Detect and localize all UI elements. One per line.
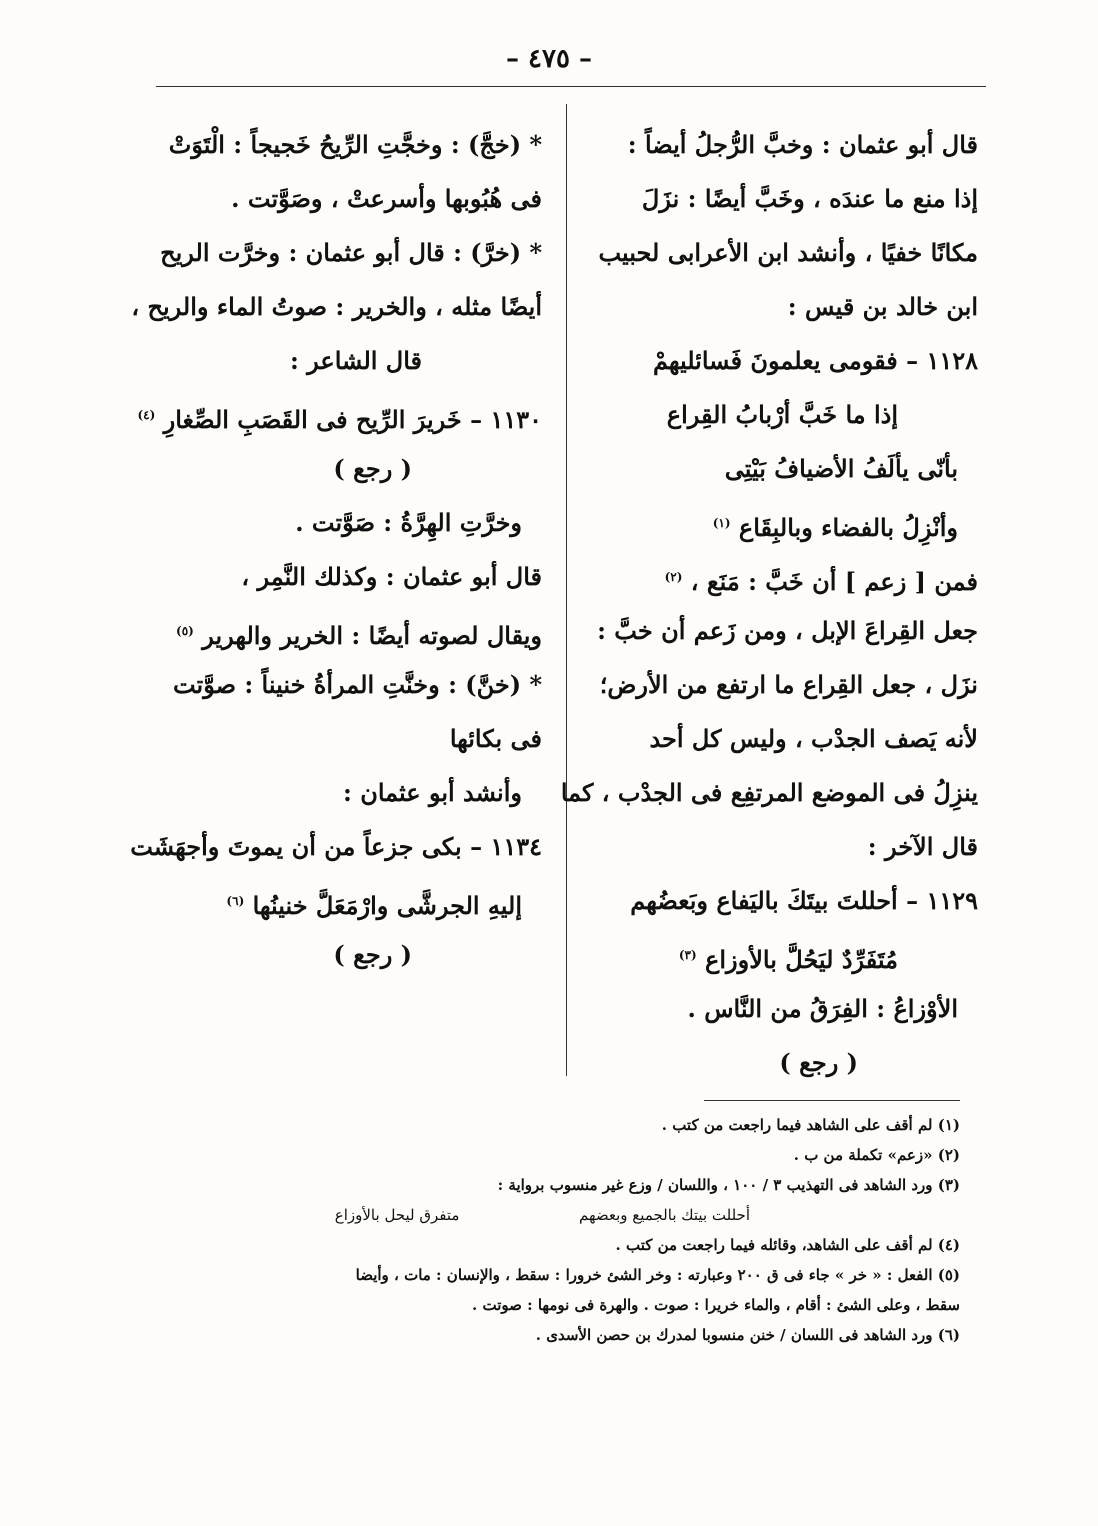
footnote: (٦) ورد الشاهد فى اللسان / خنن منسوبا لمدرك بن حصن الأسدى . <box>535 1326 960 1344</box>
text-line: قال أبو عثمان : وكذلك النَّمِر ، <box>241 562 542 591</box>
left-column <box>130 118 542 982</box>
verse-hemistich: أحللت بيتك بالجميع وبعضهم <box>578 1206 750 1224</box>
text-line <box>150 604 542 658</box>
verse-text: مُتَفَرِّدٌ ليَحُلَّ بالأوزاع <box>705 945 898 974</box>
header-rule <box>156 86 986 87</box>
text-line: فى بكائها <box>449 724 542 753</box>
text-line: إذا منع ما عندَه ، وخَبَّ أيضًا : نزَلَ <box>641 184 978 213</box>
verse-line <box>137 388 542 442</box>
text-line: نزَل ، جعل القِراع ما ارتفع من الأرض؛ <box>599 670 978 699</box>
right-column <box>560 118 978 1090</box>
text-line: * (خجَّ) : وخجَّتِ الرِّيحُ خَجيجاً : الْتَوَتْ <box>168 130 542 159</box>
footnote-ref: (٣) <box>678 948 697 962</box>
verse-line <box>592 928 978 982</box>
text-line: ينزِلُ فى الموضع المرتفِع فى الجدْب ، كما <box>560 778 978 807</box>
verse-hemistich: متفرق ليحل بالأوزاع <box>334 1206 460 1224</box>
column-divider <box>566 104 567 1076</box>
verse-line <box>150 874 542 928</box>
verse-line <box>592 496 978 550</box>
text-line: الأوْزاعُ : الفِرَقُ من النَّاس . <box>687 994 958 1023</box>
text-line: مكانًا خفيًا ، وأنشد ابن الأعرابى لحبيب <box>598 238 978 267</box>
text-line: وخرَّتِ الهِرَّةُ : صَوَّتت . <box>295 508 522 537</box>
footnote-verse <box>140 1200 960 1230</box>
raja-marker: ( رجع ) <box>333 454 412 483</box>
text-line: أيضًا مثله ، والخرير : صوتُ الماء والريح ، <box>131 292 542 321</box>
text-line: ابن خالد بن قيس : <box>787 292 978 321</box>
page-number: – ٤٧٥ – <box>505 44 593 74</box>
text-line: قال الشاعر : <box>289 346 422 375</box>
text-line: وأنشد أبو عثمان : <box>343 778 522 807</box>
verse-line: ١١٢٨ – فقومى يعلمونَ فَسائليهمْ <box>652 346 978 375</box>
text: ويقال لصوته أيضًا : الخرير والهرير <box>202 621 542 650</box>
text-line <box>592 550 978 604</box>
footnote: (٢) «زعم» تكملة من ب . <box>793 1146 960 1164</box>
verse-line: ١١٢٩ – أحللتَ بيتَكَ باليَفاع وبَعضُهم <box>630 886 978 915</box>
footnote-rule <box>704 1100 960 1101</box>
raja-marker: ( رجع ) <box>333 940 412 969</box>
footnote: (٥) الفعل : « خر » جاء فى ق ٢٠٠ وعبارته : وخر الشئ خرورا : سقط ، والإنسان : مات ، وأيضا <box>355 1266 960 1284</box>
footnote: (٣) ورد الشاهد فى التهذيب ٣ / ١٠٠ ، واللسان / وزع غير منسوب برواية : <box>497 1176 960 1194</box>
text-line: لأنه يَصف الجدْب ، وليس كل أحد <box>649 724 978 753</box>
text: فمن [ زعم ] أن خَبَّ : مَنَع ، <box>690 567 978 596</box>
footnote-ref: (٥) <box>176 624 194 638</box>
footnote-ref: (٦) <box>226 894 245 908</box>
footnotes <box>140 1110 960 1350</box>
footnote: (١) لم أقف على الشاهد فيما راجعت من كتب . <box>661 1116 960 1134</box>
text-line: * (خنَّ) : وخنَّتِ المرأةُ خنيناً : صوَّتت <box>172 670 542 699</box>
footnote-ref: (١) <box>712 516 731 530</box>
verse-text: وأنْزِلُ بالفضاء وبالبِقَاع <box>738 513 958 542</box>
text-line: جعل القِراعَ الإبل ، ومن زَعم أن خبَّ : <box>597 616 978 645</box>
verse-line: بأنّى يألَفُ الأضيافُ بَيْتِى <box>724 454 958 483</box>
footnote-ref: (٢) <box>664 570 683 584</box>
verse-text: إليهِ الجرشَّى وارْمَعَلَّ خنينُها <box>252 891 522 920</box>
verse-line: إذا ما خَبَّ أرْبابُ القِراع <box>666 400 898 429</box>
text-line: قال الآخر : <box>867 832 978 861</box>
verse-line: ١١٣٤ – بكى جزعاً من أن يموتَ وأجهَشَت <box>130 832 542 861</box>
text-line: فى هُبُوبها وأسرعتْ ، وصَوَّتت . <box>231 184 542 213</box>
footnote-ref: (٤) <box>137 408 156 422</box>
footnote: (٤) لم أقف على الشاهد، وقائله فيما راجعت من كتب . <box>615 1236 960 1254</box>
footnote-continuation: سقط ، وعلى الشئ : أقام ، والماء خريرا : صوت . والهرة فى نومها : صوتت . <box>472 1296 960 1314</box>
raja-marker: ( رجع ) <box>779 1048 858 1077</box>
verse-text: ١١٣٠ – خَريرَ الرِّيح فى القَصَبِ الصِّغارِ <box>163 405 542 434</box>
text-line: * (خرَّ) : قال أبو عثمان : وخرَّت الريح <box>160 238 542 267</box>
text-line: قال أبو عثمان : وخبَّ الرُّجلُ أيضاً : <box>627 130 978 159</box>
